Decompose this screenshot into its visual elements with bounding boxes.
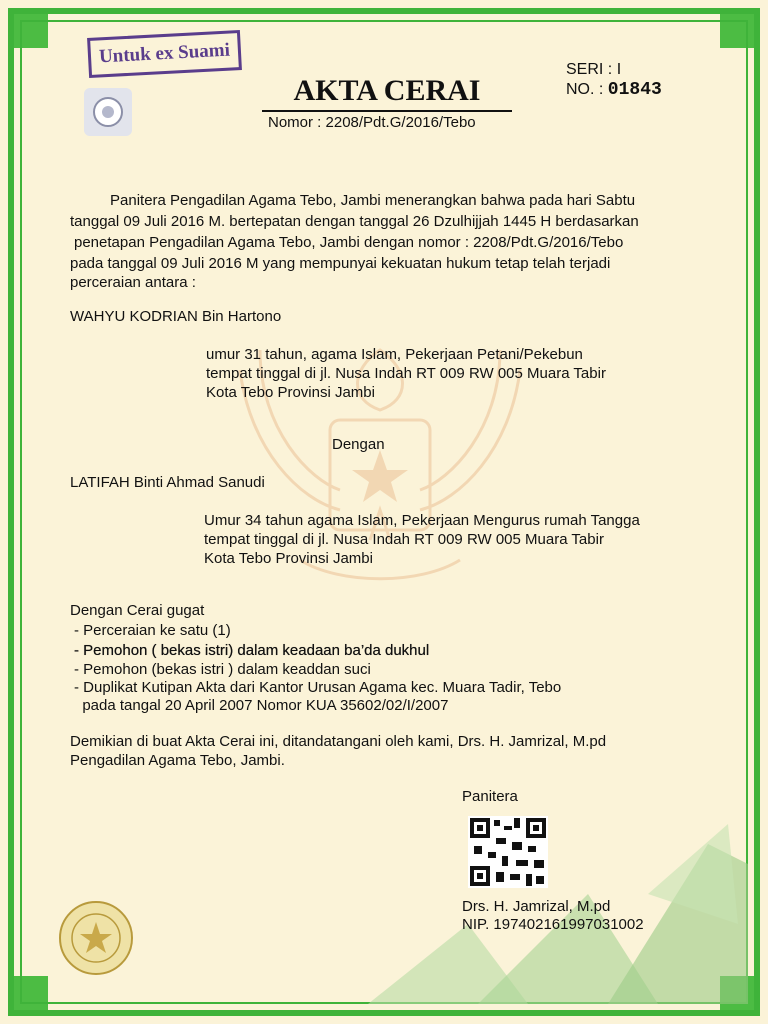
- signer-name: Drs. H. Jamrizal, M.pd: [462, 898, 611, 915]
- husband-detail: Kota Tebo Provinsi Jambi: [206, 384, 375, 401]
- husband-detail: tempat tinggal di jl. Nusa Indah RT 009 RW 005 Muara Tabir: [206, 365, 606, 382]
- serial-value: I: [616, 61, 622, 78]
- husband-name: WAHYU KODRIAN Bin Hartono: [70, 308, 282, 325]
- number-value: 01843: [607, 80, 662, 100]
- intro-line: perceraian antara :: [70, 274, 196, 291]
- recipient-stamp: Untuk ex Suami: [87, 30, 242, 78]
- document-number: Nomor : 2208/Pdt.G/2016/Tebo: [268, 114, 476, 131]
- wife-name: LATIFAH Binti Ahmad Sanudi: [70, 474, 265, 491]
- wife-detail: tempat tinggal di jl. Nusa Indah RT 009 RW 005 Muara Tabir: [204, 531, 604, 548]
- intro-line: penetapan Pengadilan Agama Tebo, Jambi dengan nomor : 2208/Pdt.G/2016/Tebo: [74, 234, 624, 251]
- court-seal-icon: [58, 900, 134, 976]
- wife-detail: Kota Tebo Provinsi Jambi: [204, 550, 373, 567]
- number-label: NO. :: [566, 81, 604, 98]
- document-title: AKTA CERAI: [262, 74, 512, 112]
- divorce-item: - Duplikat Kutipan Akta dari Kantor Urusan Agama kec. Muara Tadir, Tebo: [74, 679, 562, 696]
- signer-nip: NIP. 197402161997031002: [462, 916, 644, 933]
- divorce-item: - Perceraian ke satu (1): [74, 622, 231, 639]
- closing-line: Pengadilan Agama Tebo, Jambi.: [70, 752, 285, 769]
- divorce-item: - Pemohon ( bekas istri) dalam keadaan ba’da dukhul: [74, 642, 430, 659]
- divorce-item: - Pemohon (bekas istri ) dalam keaddan suci: [74, 661, 371, 678]
- with-label: Dengan: [332, 436, 385, 453]
- closing-line: Demikian di buat Akta Cerai ini, ditandatangani oleh kami, Drs. H. Jamrizal, M.pd: [70, 733, 607, 750]
- serial-row: [566, 60, 662, 80]
- court-logo-icon: [84, 88, 132, 136]
- divorce-type-title: Dengan Cerai gugat: [70, 602, 205, 619]
- intro-line: pada tanggal 09 Juli 2016 M yang mempunyai kekuatan hukum tetap telah terjadi: [70, 255, 611, 272]
- signer-role: Panitera: [462, 788, 518, 805]
- husband-detail: umur 31 tahun, agama Islam, Pekerjaan Petani/Pekebun: [206, 346, 583, 363]
- divorce-item: pada tangal 20 April 2007 Nomor KUA 35602/02/I/2007: [74, 697, 449, 714]
- serial-label: SERI :: [566, 61, 613, 78]
- intro-line: Panitera Pengadilan Agama Tebo, Jambi menerangkan bahwa pada hari Sabtu: [110, 192, 636, 209]
- qr-code-icon: [468, 816, 548, 888]
- intro-line: tanggal 09 Juli 2016 M. bertepatan dengan tanggal 26 Dzulhijjah 1445 H berdasarkan: [70, 213, 639, 230]
- number-row: [566, 80, 662, 100]
- serial-block: [566, 60, 662, 100]
- wife-detail: Umur 34 tahun agama Islam, Pekerjaan Mengurus rumah Tangga: [204, 512, 640, 529]
